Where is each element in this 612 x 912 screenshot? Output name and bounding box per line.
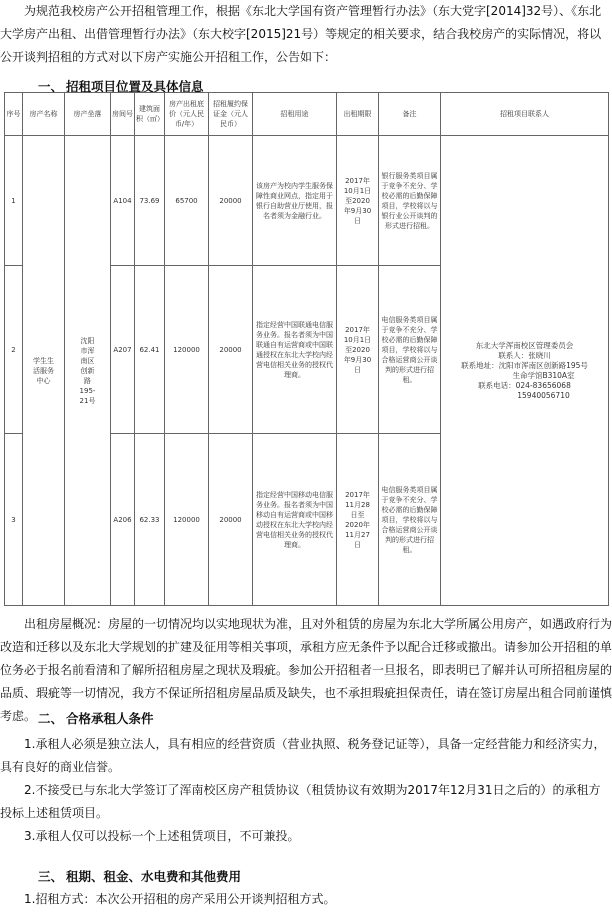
- area-cell: 62.33: [135, 434, 165, 606]
- col-header: 房产出租底价（元人民币/年）: [165, 93, 209, 136]
- asset-name-cell: 学生生活服务中心: [23, 136, 65, 606]
- price-cell: 120000: [165, 434, 209, 606]
- contact-cell: [441, 136, 609, 606]
- listing-table: [4, 92, 609, 606]
- use-cell: 指定经营中国联通电信服务业务。报名者须为中国联通自有运营商或中国联通授权在东北大学校内经营电信相关业务的授权代理商。: [253, 266, 337, 434]
- contact-building: 生命学馆B310A室: [512, 370, 575, 380]
- table-header-row: [5, 93, 609, 136]
- room-cell: A104: [111, 136, 135, 266]
- term-cell: 2017年11月28日至2020年11月27日: [337, 434, 379, 606]
- deposit-cell: 20000: [209, 136, 253, 266]
- table-row: [5, 136, 609, 266]
- section-2-heading: 二、 合格承租人条件: [38, 711, 154, 726]
- deposit-cell: 20000: [209, 434, 253, 606]
- col-header: 出租期限: [337, 93, 379, 136]
- area-cell: 73.69: [135, 136, 165, 266]
- col-header: 招租履约保证金（元人民币）: [209, 93, 253, 136]
- col-header: 序号: [5, 93, 23, 136]
- contact-person: 联系人：张晓川: [498, 350, 551, 360]
- contact-phone-1: 024-83656068: [515, 380, 571, 390]
- contact-phone-label: 联系电话：: [478, 380, 516, 390]
- term-cell: 2017年10月1日至2020年9月30日: [337, 136, 379, 266]
- note-cell: 银行服务类项目属于竞争不充分、学校必需的后勤保障项目，学校将以与银行业公开谈判的形式进行招租。: [379, 136, 441, 266]
- rent-item-1: 1.招租方式：本次公开招租的房产采用公开谈判招租方式。: [24, 892, 336, 906]
- term-cell: 2017年10月1日至2020年9月30日: [337, 266, 379, 434]
- room-cell: A207: [111, 266, 135, 434]
- row-number: 2: [5, 266, 23, 434]
- col-header: 招租用途: [253, 93, 337, 136]
- use-cell: 指定经营中国移动电信服务业务。报名者须为中国移动自有运营商或中国移动授权在东北大学校内经营电信相关业务的授权代理商。: [253, 434, 337, 606]
- col-header: 招租项目联系人: [441, 93, 609, 136]
- col-header: 备注: [379, 93, 441, 136]
- note-cell: 电信服务类项目属于竞争不充分、学校必需的后勤保障项目，学校将以与合格运营商公开谈判的形式进行招租。: [379, 266, 441, 434]
- overview-paragraph: 出租房屋概况：房屋的一切情况均以实地现状为准，且对外租赁的房屋为东北大学所属公用房产，如遇政府行为改造和迁移以及东北大学规划的扩建及征用等相关事项，承租方应无条件予以配合迁移或撤出。请参加公开招租的单位务必于报名前看清和了解所招租房屋之现状及瑕疵。参加公开招租者一旦报名，即表明已了解并认可所招租房屋的品质、瑕疵等一切情况，我方不保证所招租房屋品质及缺失，也不承担瑕疵担保责任，请在签订房屋出租合同前谨慎考虑。: [0, 617, 612, 723]
- contact-address: 联系地址：沈阳市浑南区创新路195号: [461, 360, 588, 370]
- col-header: 房产坐落: [65, 93, 111, 136]
- condition-item: 1.承租人必须是独立法人，具有相应的经营资质（营业执照、税务登记证等），具备一定经营能力和经济实力，具有良好的商业信誉。: [0, 737, 606, 774]
- col-header: 房产名称: [23, 93, 65, 136]
- contact-phone-2: 15940056710: [517, 390, 570, 400]
- price-cell: 65700: [165, 136, 209, 266]
- price-cell: 120000: [165, 266, 209, 434]
- col-header: 建筑面积（㎡）: [135, 93, 165, 136]
- room-cell: A206: [111, 434, 135, 606]
- condition-item: 3.承租人仅可以投标一个上述租赁项目，不可兼投。: [24, 829, 300, 843]
- section-1-heading: 一、 招租项目位置及具体信息: [38, 79, 204, 94]
- row-number: 1: [5, 136, 23, 266]
- row-number: 3: [5, 434, 23, 606]
- intro-paragraph: 为规范我校房产公开招租管理工作，根据《东北大学国有资产管理暂行办法》（东大党字[2014]32号）、《东北大学房产出租、出借管理暂行办法》（东大校字[2015]21号）等规定的相关要求，结合我校房产的实际情况，将以公开谈判招租的方式对以下房产实施公开招租工作，公告如下：: [0, 4, 602, 64]
- use-cell: 该房产为校内学生服务保障性商业网点，指定用于银行自助营业厅使用，报名者须为金融行业。: [253, 136, 337, 266]
- contact-org: 东北大学浑南校区管理委员会: [475, 340, 574, 350]
- location-cell: 沈阳市浑南区创新路195-21号: [65, 136, 111, 606]
- col-header: 房间号: [111, 93, 135, 136]
- note-cell: 电信服务类项目属于竞争不充分、学校必需的后勤保障项目，学校将以与合格运营商公开谈判的形式进行招租。: [379, 434, 441, 606]
- condition-item: 2.不接受已与东北大学签订了浑南校区房产租赁协议（租赁协议有效期为2017年12月31日之后的）的承租方投标上述租赁项目。: [0, 783, 601, 820]
- section-3-heading: 三、 租期、租金、水电费和其他费用: [38, 869, 242, 884]
- area-cell: 62.41: [135, 266, 165, 434]
- deposit-cell: 20000: [209, 266, 253, 434]
- conditions-list: [0, 733, 612, 848]
